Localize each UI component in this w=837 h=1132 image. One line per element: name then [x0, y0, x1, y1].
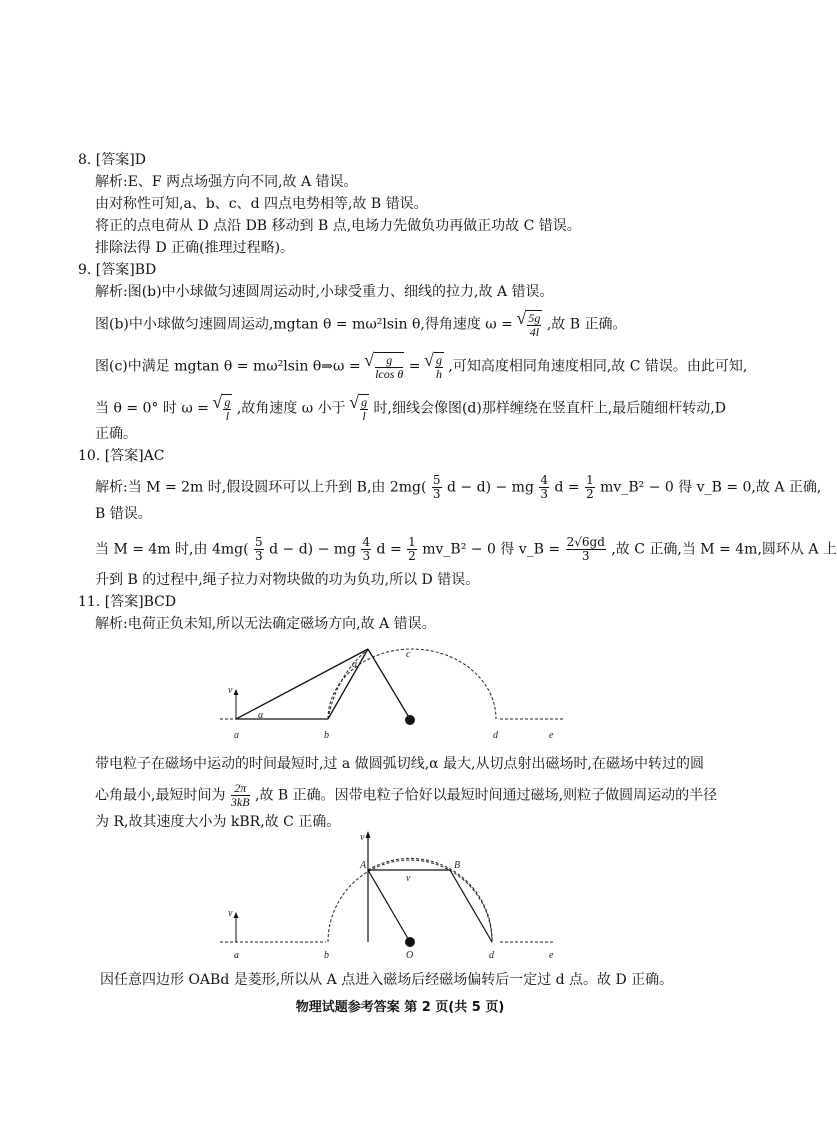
q9-line-2-text: 图(b)中小球做匀速圆周运动,mgtan θ = mω²lsin θ,得角速度 ω = — [95, 316, 513, 333]
fig2-label-e: e — [549, 950, 554, 961]
fig2-axis-v: v — [360, 832, 365, 843]
q9-line-2-tail: ,故 B 正确。 — [546, 316, 627, 333]
q9-answer: 9. [答案]BD — [78, 262, 157, 278]
fig2-mid-v: v — [406, 873, 411, 884]
fig2-label-a: a — [234, 950, 239, 961]
q11-para-4: 因任意四边形 OABd 是菱形,所以从 A 点进入磁场后经磁场偏转后一定过 d 点。故 D 正确。 — [100, 972, 674, 988]
center-dot — [405, 715, 415, 725]
q8-answer: 8. [答案]D — [78, 152, 146, 168]
q9-line-3: 图(c)中满足 mgtan θ = mω²lsin θ⇒ω = √ $\frac{g}{\text{lcos θ}}$ = √ $\frac{g}{h}$ ,可知高度相同角速度相同,故 C 错误。由此可知, — [95, 352, 747, 381]
fig1-alpha-bottom: α — [258, 710, 264, 721]
q9-line-4: 当 θ = 0° 时 ω = √ $\frac{g}{l}$ ,故角速度 ω 小于 √ $\frac{g}{l}$ 时,细线会像图(d)那样缠绕在竖直杆上,最后随细杆转动,D — [95, 394, 726, 423]
fig1-label-e: e — [549, 730, 554, 741]
q11-para-3: 为 R,故其速度大小为 kBR,故 C 正确。 — [95, 814, 341, 830]
particle-arc — [368, 858, 492, 942]
q8-line-1: 解析:E、F 两点场强方向不同,故 A 错误。 — [95, 174, 358, 190]
fig1-label-b: b — [324, 730, 329, 741]
q11-line-1: 解析:电荷正负未知,所以无法确定磁场方向,故 A 错误。 — [95, 616, 436, 632]
q10-line-1: 解析:当 M = 2m 时,假设圆环可以上升到 B,由 2mg( $\frac{5}{3}$ d − d) − mg $\frac{4}{3}$ d = $\frac{1}{2}$ mv_B² − 0 得 v_B = 0,故 A 正确, — [95, 473, 822, 501]
radius-line — [368, 649, 410, 719]
figure-1 — [210, 636, 570, 744]
axis-arrow — [366, 831, 371, 838]
q10-line-2: B 错误。 — [95, 506, 152, 522]
q10-line-4: 升到 B 的过程中,绳子拉力对物块做的功为负功,所以 D 错误。 — [95, 572, 480, 588]
sqrt-expression: √ $\frac{5g}{4l}$ — [517, 310, 542, 339]
q8-line-2: 由对称性可知,a、b、c、d 四点电势相等,故 B 错误。 — [95, 196, 428, 212]
q11-answer: 11. [答案]BCD — [78, 594, 177, 610]
fig1-v-label: v — [228, 685, 233, 696]
q9-line-2 — [95, 310, 626, 339]
q10-line-3: 当 M = 4m 时,由 4mg( $\frac{5}{3}$ d − d) − mg $\frac{4}{3}$ d = $\frac{1}{2}$ mv_B² − 0 得 v_B = $\frac{2√6gd}{3}$ ,故 C 正确,当 M = 4m,圆环从 A 上 — [95, 535, 837, 563]
center-dot-O — [405, 937, 415, 947]
fig1-alpha-top: α — [352, 659, 358, 670]
fig1-label-c: c — [406, 649, 411, 660]
q9-line-1: 解析:图(b)中小球做匀速圆周运动时,小球受重力、细线的拉力,故 A 错误。 — [95, 284, 554, 300]
q8-line-4: 排除法得 D 正确(推理过程略)。 — [95, 240, 295, 256]
fig2-label-b: b — [324, 950, 329, 961]
fig2-left-v: v — [228, 908, 233, 919]
q11-para-2: 心角最小,最短时间为 $\frac{2\pi}{3kB}$ ,故 B 正确。因带电粒子恰好以最短时间通过磁场,则粒子做圆周运动的半径 — [95, 781, 718, 809]
fig2-label-A: A — [360, 860, 367, 871]
segment-Bd — [450, 870, 492, 942]
velocity-arrow — [234, 912, 239, 918]
fig1-label-a: a — [234, 730, 239, 741]
fig2-label-O: O — [406, 950, 414, 961]
fig1-label-d: d — [493, 730, 498, 741]
fig2-label-B: B — [454, 860, 461, 871]
q9-line-5: 正确。 — [95, 426, 137, 442]
fig2-label-d: d — [489, 950, 494, 961]
q10-answer: 10. [答案]AC — [78, 448, 165, 464]
segment-AO — [368, 870, 410, 942]
figure-2 — [210, 830, 570, 962]
velocity-arrow — [234, 689, 239, 695]
q11-para-1: 带电粒子在磁场中运动的时间最短时,过 a 做圆弧切线,α 最大,从切点射出磁场时,在磁场中转过的圆 — [95, 756, 704, 772]
page-footer: 物理试题参考答案 第 2 页(共 5 页) — [295, 1000, 505, 1015]
q8-line-3: 将正的点电荷从 D 点沿 DB 移动到 B 点,电场力先做负功再做正功故 C 错误。 — [95, 218, 581, 234]
